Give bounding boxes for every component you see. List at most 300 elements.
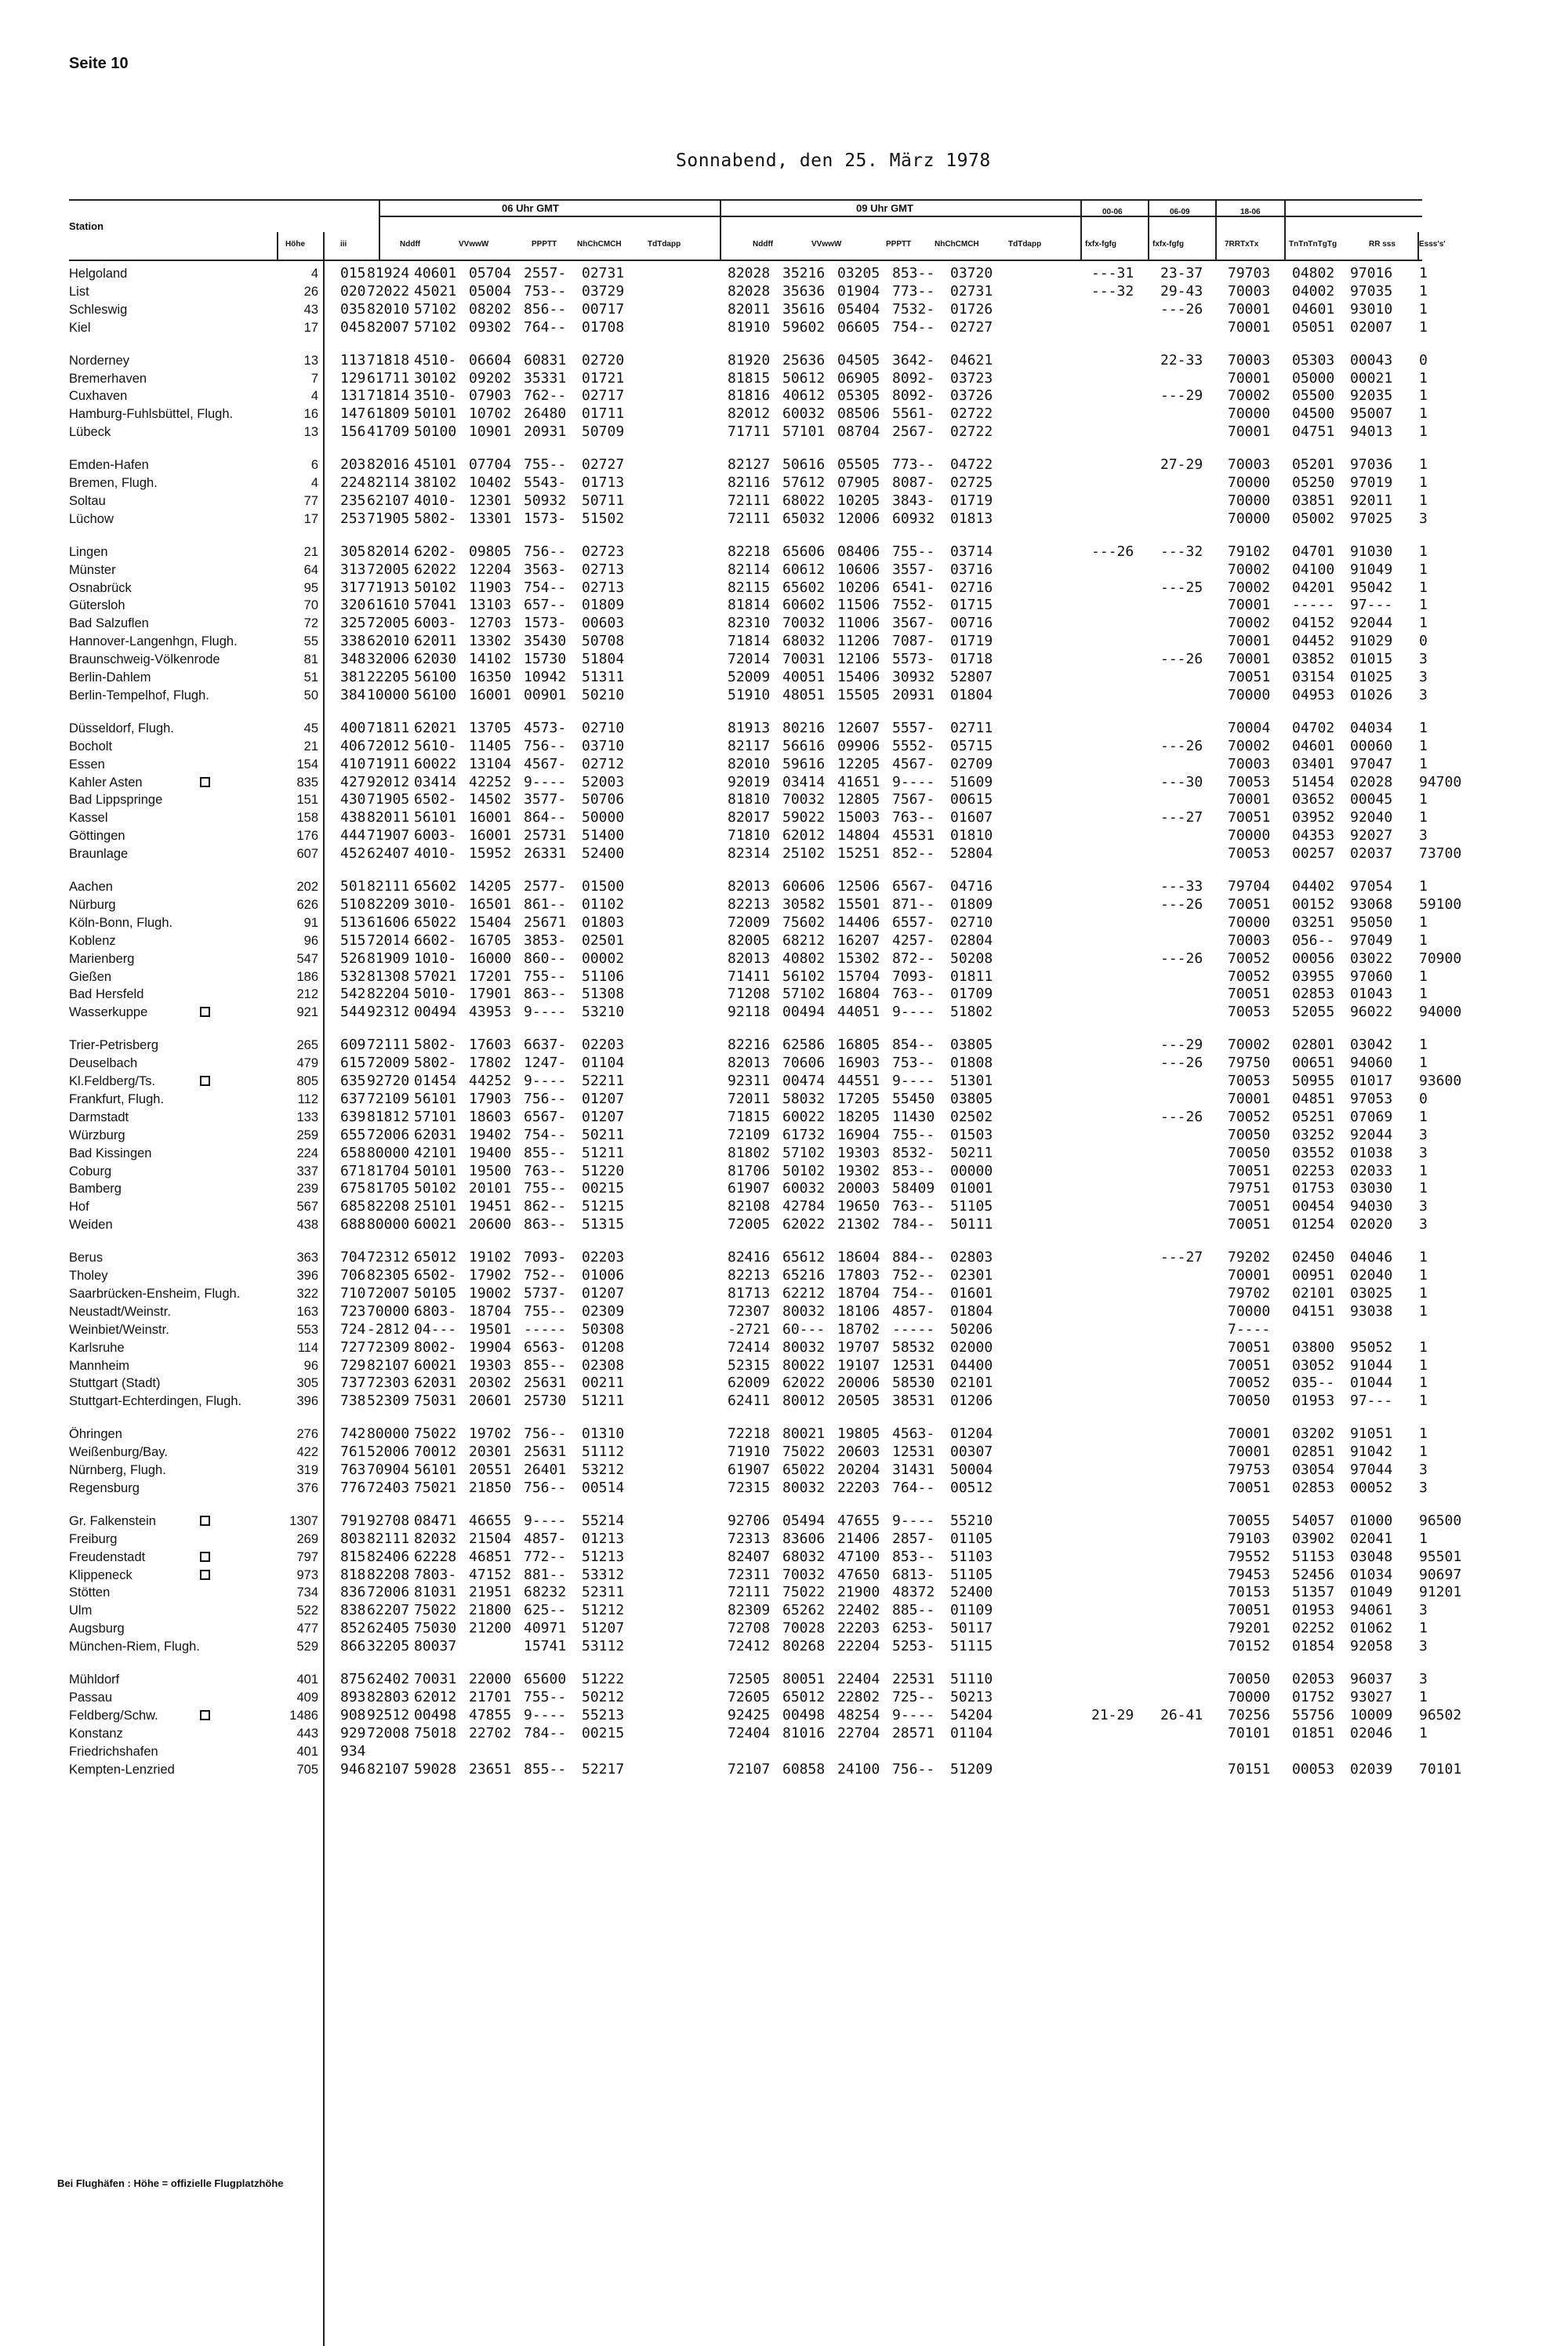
- station-name: Aachen: [69, 880, 113, 894]
- cell-g2: ---27: [1160, 809, 1203, 826]
- cell-t09: 01813: [950, 510, 993, 527]
- cell-g5: 02033: [1350, 1162, 1393, 1179]
- cell-g5: 93010: [1350, 300, 1393, 318]
- cell-g3: 70050: [1228, 1126, 1271, 1143]
- cell-g3: 70003: [1228, 282, 1271, 300]
- cell-p09: 19650: [837, 1198, 880, 1215]
- station-height: 265: [296, 1038, 318, 1053]
- cell-g3: 70001: [1228, 597, 1271, 614]
- cell-c09: 2567-: [892, 423, 935, 441]
- cell-g4: 00056: [1292, 950, 1335, 967]
- cell-iii: 671: [340, 1162, 366, 1179]
- station-height: 96: [303, 1358, 318, 1373]
- cell-c09: 5573-: [892, 651, 935, 668]
- cell-t06: 01310: [582, 1425, 625, 1443]
- cell-c06: 752--: [524, 1267, 567, 1284]
- cell-n09: 71810: [728, 827, 771, 844]
- cell-n06: 92512: [367, 1706, 410, 1723]
- cell-t09: 02727: [950, 318, 993, 336]
- cell-p09: 20603: [837, 1444, 880, 1461]
- cell-g4: 00053: [1292, 1760, 1335, 1778]
- mountain-station-square-icon: [200, 1552, 210, 1562]
- cell-p09: 14406: [837, 913, 880, 931]
- cell-iii: 320: [340, 597, 366, 614]
- cell-v06: 56101: [414, 1090, 457, 1107]
- station-name: Berlin-Tempelhof, Flugh.: [69, 688, 209, 703]
- cell-c09: 854--: [892, 1037, 935, 1054]
- station-height: 1486: [289, 1708, 318, 1723]
- cell-v06: 56100: [414, 669, 457, 685]
- cell-g4: 04601: [1292, 300, 1335, 318]
- cell-v09: 75022: [782, 1444, 826, 1461]
- table-row: [0, 932, 1568, 950]
- cell-g2: 26-41: [1160, 1706, 1203, 1723]
- cell-p06: 19402: [469, 1126, 512, 1143]
- station-name: Stuttgart (Stadt): [69, 1376, 161, 1391]
- cell-n06: 82803: [367, 1688, 410, 1705]
- cell-g2: ---25: [1160, 579, 1203, 596]
- table-row: [0, 283, 1568, 300]
- station-name: Braunlage: [69, 847, 129, 862]
- cell-t09: 02804: [950, 932, 993, 949]
- cell-c09: 755--: [892, 1126, 935, 1143]
- table-row: [0, 914, 1568, 932]
- cell-v06: 6003-: [414, 615, 457, 632]
- cell-p09: 04505: [837, 351, 880, 369]
- cell-v09: 68032: [782, 633, 826, 650]
- cell-g3: 70003: [1228, 456, 1271, 474]
- cell-t09: 50004: [950, 1462, 993, 1478]
- cell-g3: 70000: [1228, 1302, 1271, 1320]
- cell-n09: 82005: [728, 932, 771, 949]
- cell-g3: 70000: [1228, 492, 1271, 509]
- cell-c09: 48372: [892, 1584, 935, 1601]
- cell-g6: 1: [1419, 265, 1428, 281]
- cell-v06: 50100: [414, 423, 457, 441]
- station-height: 45: [303, 721, 318, 735]
- cell-c09: 7532-: [892, 300, 935, 318]
- cell-v09: 40612: [782, 387, 826, 405]
- cell-t09: 01709: [950, 986, 993, 1003]
- cell-n09: 62411: [728, 1393, 771, 1410]
- cell-p09: 19303: [837, 1144, 880, 1161]
- station-height: 797: [296, 1549, 318, 1564]
- cell-n06: 72006: [367, 1126, 410, 1143]
- mountain-station-square-icon: [200, 1007, 210, 1017]
- cell-t06: 51804: [582, 651, 625, 668]
- cell-g5: 91030: [1350, 543, 1393, 560]
- cell-p06: 07704: [469, 456, 512, 474]
- cell-v06: 57102: [414, 318, 457, 336]
- cell-g2: ---29: [1160, 387, 1203, 405]
- station-name: Osnabrück: [69, 580, 132, 595]
- cell-c06: 00901: [524, 686, 567, 703]
- cell-g5: 97035: [1350, 282, 1393, 300]
- station-name: Kassel: [69, 811, 108, 826]
- cell-n09: 72307: [728, 1302, 771, 1320]
- station-height: 21: [303, 739, 318, 754]
- cell-n06: 71818: [367, 351, 410, 369]
- cell-iii: 313: [340, 561, 366, 578]
- cell-v06: 62030: [414, 651, 457, 668]
- cell-iii: 803: [340, 1530, 366, 1547]
- cell-g5: 91042: [1350, 1444, 1393, 1461]
- cell-c06: 763--: [524, 1162, 567, 1179]
- station-name: Marienberg: [69, 951, 135, 966]
- cell-v06: 45021: [414, 282, 457, 300]
- table-row: [0, 1567, 1568, 1584]
- cell-p09: 10206: [837, 579, 880, 596]
- header-00-06: 00-06: [1102, 208, 1123, 216]
- cell-g5: 01049: [1350, 1584, 1393, 1601]
- cell-g4: 02801: [1292, 1037, 1335, 1054]
- cell-p09: 47100: [837, 1548, 880, 1565]
- cell-g4: 03401: [1292, 755, 1335, 772]
- cell-g1: ---32: [1091, 282, 1134, 300]
- cell-v09: 70606: [782, 1055, 826, 1072]
- cell-g3: 70001: [1228, 300, 1271, 318]
- cell-c09: 754--: [892, 1284, 935, 1302]
- cell-n09: 52315: [728, 1356, 771, 1374]
- cell-g5: 96022: [1350, 1004, 1393, 1021]
- cell-n09: 82416: [728, 1249, 771, 1266]
- cell-g6: 1: [1419, 932, 1428, 949]
- station-name: Weiden: [69, 1218, 113, 1233]
- cell-n06: 72022: [367, 282, 410, 300]
- cell-t06: 52211: [582, 1073, 625, 1089]
- station-height: 705: [296, 1762, 318, 1777]
- cell-g6: 3: [1419, 1198, 1428, 1215]
- cell-t06: 50308: [582, 1320, 625, 1338]
- cell-c09: 20931: [892, 686, 935, 703]
- cell-g6: 1: [1419, 492, 1428, 509]
- table-row: [0, 1216, 1568, 1233]
- cell-g6: 1: [1419, 878, 1428, 895]
- cell-n06: 80000: [367, 1216, 410, 1233]
- cell-c06: 784--: [524, 1724, 567, 1741]
- header-col09-nhch: NhChCMCH: [935, 240, 979, 249]
- cell-v09: 70032: [782, 1566, 826, 1583]
- cell-iii: 791: [340, 1512, 366, 1529]
- cell-g4: 02053: [1292, 1671, 1335, 1687]
- table-row: [0, 405, 1568, 423]
- cell-n09: 92706: [728, 1512, 771, 1529]
- cell-t06: 52003: [582, 773, 625, 790]
- cell-iii: 544: [340, 1004, 366, 1021]
- station-name: Bamberg: [69, 1182, 122, 1197]
- station-name: Stuttgart-Echterdingen, Flugh.: [69, 1394, 242, 1409]
- cell-c09: 58409: [892, 1180, 935, 1197]
- cell-g2: ---33: [1160, 878, 1203, 895]
- table-row: [0, 1109, 1568, 1126]
- cell-t09: 01109: [950, 1602, 993, 1619]
- cell-t09: 55210: [950, 1512, 993, 1529]
- cell-n06: 82305: [367, 1267, 410, 1284]
- station-height: 553: [296, 1322, 318, 1337]
- cell-c06: 20931: [524, 423, 567, 441]
- cell-t06: 50000: [582, 809, 625, 826]
- cell-n06: 81812: [367, 1108, 410, 1125]
- cell-n06: 72008: [367, 1724, 410, 1741]
- cell-v06: 75022: [414, 1425, 457, 1443]
- cell-g5: 01026: [1350, 686, 1393, 703]
- table-row: [0, 968, 1568, 986]
- cell-g4: 03154: [1292, 669, 1335, 685]
- cell-c06: 65600: [524, 1671, 567, 1687]
- cell-iii: 710: [340, 1284, 366, 1302]
- cell-iii: 444: [340, 827, 366, 844]
- cell-n06: 92012: [367, 773, 410, 790]
- cell-c09: 725--: [892, 1688, 935, 1705]
- cell-p09: 01904: [837, 282, 880, 300]
- cell-n06: 82111: [367, 878, 410, 895]
- cell-g4: 00152: [1292, 895, 1335, 913]
- header-06-09: 06-09: [1170, 208, 1190, 216]
- cell-n09: 82407: [728, 1548, 771, 1565]
- cell-n09: 81810: [728, 791, 771, 808]
- cell-t09: 02722: [950, 423, 993, 441]
- cell-t06: 51222: [582, 1671, 625, 1687]
- cell-v06: 75021: [414, 1479, 457, 1496]
- station-height: 43: [303, 302, 318, 317]
- cell-t09: 50206: [950, 1320, 993, 1338]
- cell-g6: 1: [1419, 579, 1428, 596]
- cell-t06: 01500: [582, 878, 625, 895]
- cell-p09: 09906: [837, 737, 880, 754]
- cell-p09: 05305: [837, 387, 880, 405]
- cell-c06: 35430: [524, 633, 567, 650]
- cell-g5: 93068: [1350, 895, 1393, 913]
- table-row: [0, 265, 1568, 282]
- station-height: 81: [303, 652, 318, 667]
- cell-c09: 60932: [892, 510, 935, 527]
- station-height: 409: [296, 1690, 318, 1705]
- cell-g4: 05051: [1292, 318, 1335, 336]
- cell-t06: 53312: [582, 1566, 625, 1583]
- cell-c09: 872--: [892, 950, 935, 967]
- cell-n09: 82127: [728, 456, 771, 474]
- cell-g4: 01752: [1292, 1688, 1335, 1705]
- header-18-06: 18-06: [1240, 208, 1261, 216]
- cell-g4: 51454: [1292, 773, 1335, 790]
- cell-v09: 80032: [782, 1338, 826, 1356]
- cell-n09: 72218: [728, 1425, 771, 1443]
- cell-n06: 61606: [367, 913, 410, 931]
- cell-n09: 72313: [728, 1530, 771, 1547]
- table-row: [0, 791, 1568, 808]
- cell-t06: 50709: [582, 423, 625, 441]
- cell-t06: 01713: [582, 474, 625, 491]
- table-row: [0, 1267, 1568, 1284]
- cell-v06: 8002-: [414, 1338, 457, 1356]
- cell-g4: 05303: [1292, 351, 1335, 369]
- cell-t09: 01809: [950, 895, 993, 913]
- station-name: Kiel: [69, 320, 91, 335]
- cell-c06: 1247-: [524, 1055, 567, 1072]
- cell-v06: 70012: [414, 1444, 457, 1461]
- cell-iii: 224: [340, 474, 366, 491]
- cell-p06: 22000: [469, 1671, 512, 1687]
- table-row: [0, 1198, 1568, 1215]
- station-name: Feldberg/Schw.: [69, 1708, 158, 1723]
- station-name: Gießen: [69, 969, 112, 984]
- station-name: Cuxhaven: [69, 389, 128, 404]
- cell-t09: 01808: [950, 1055, 993, 1072]
- cell-g4: 03202: [1292, 1425, 1335, 1443]
- cell-v06: 62021: [414, 719, 457, 736]
- cell-c09: 12531: [892, 1356, 935, 1374]
- cell-g3: 70001: [1228, 369, 1271, 387]
- cell-c06: 25671: [524, 913, 567, 931]
- cell-p06: 11903: [469, 579, 512, 596]
- cell-g5: 01044: [1350, 1375, 1393, 1392]
- cell-t09: 50117: [950, 1620, 993, 1637]
- cell-v09: 60032: [782, 1180, 826, 1197]
- cell-iii: 317: [340, 579, 366, 596]
- station-height: 176: [296, 829, 318, 844]
- cell-c09: 6557-: [892, 913, 935, 931]
- station-name: Darmstadt: [69, 1109, 129, 1124]
- station-name: Bocholt: [69, 739, 113, 754]
- table-row: [0, 1620, 1568, 1637]
- cell-c06: 756--: [524, 1479, 567, 1496]
- station-name: Norderney: [69, 353, 130, 368]
- cell-p09: 22404: [837, 1671, 880, 1687]
- cell-v06: 6202-: [414, 543, 457, 560]
- cell-g6: 93600: [1419, 1073, 1462, 1089]
- cell-p09: 20204: [837, 1462, 880, 1478]
- cell-p09: 17205: [837, 1090, 880, 1107]
- cell-g6: 1: [1419, 755, 1428, 772]
- cell-v06: 56101: [414, 809, 457, 826]
- cell-g6: 70900: [1419, 950, 1462, 967]
- cell-v09: 62022: [782, 1216, 826, 1233]
- header-06-gmt: 06 Uhr GMT: [502, 202, 559, 214]
- cell-t09: 01719: [950, 633, 993, 650]
- cell-g3: 70000: [1228, 405, 1271, 423]
- cell-g2: ---26: [1160, 1108, 1203, 1125]
- cell-g2: 27-29: [1160, 456, 1203, 474]
- cell-v06: 60022: [414, 755, 457, 772]
- cell-n06: 71811: [367, 719, 410, 736]
- table-row: [0, 1037, 1568, 1054]
- cell-iii: 438: [340, 809, 366, 826]
- cell-p06: 19702: [469, 1425, 512, 1443]
- cell-t06: 51502: [582, 510, 625, 527]
- cell-n06: 52309: [367, 1393, 410, 1410]
- cell-p09: 15704: [837, 968, 880, 985]
- cell-v06: 5010-: [414, 986, 457, 1003]
- cell-n09: 81910: [728, 318, 771, 336]
- cell-c09: 8087-: [892, 474, 935, 491]
- cell-p09: 15003: [837, 809, 880, 826]
- cell-iii: 852: [340, 1620, 366, 1637]
- cell-t06: 01207: [582, 1090, 625, 1107]
- cell-v09: 05494: [782, 1512, 826, 1529]
- cell-p06: 16001: [469, 686, 512, 703]
- cell-t09: 01726: [950, 300, 993, 318]
- cell-n06: 82209: [367, 895, 410, 913]
- cell-p06: 17802: [469, 1055, 512, 1072]
- station-height: 51: [303, 670, 318, 685]
- cell-c06: 855--: [524, 1760, 567, 1778]
- cell-v09: 80051: [782, 1671, 826, 1687]
- cell-g5: 95007: [1350, 405, 1393, 423]
- cell-c06: 755--: [524, 1180, 567, 1197]
- station-name: Kl.Feldberg/Ts.: [69, 1074, 156, 1088]
- cell-n09: 72109: [728, 1126, 771, 1143]
- cell-t06: 51311: [582, 669, 625, 685]
- cell-t09: 02000: [950, 1338, 993, 1356]
- cell-g3: 70256: [1228, 1706, 1271, 1723]
- cell-v06: 56100: [414, 686, 457, 703]
- cell-v06: 62031: [414, 1126, 457, 1143]
- cell-t09: 51105: [950, 1566, 993, 1583]
- cell-t06: 55214: [582, 1512, 625, 1529]
- cell-v09: 58032: [782, 1090, 826, 1107]
- cell-t09: 51115: [950, 1638, 993, 1655]
- cell-v09: 60602: [782, 597, 826, 614]
- cell-g1: ---31: [1091, 265, 1134, 281]
- cell-p09: 16903: [837, 1055, 880, 1072]
- table-row: [0, 1513, 1568, 1530]
- cell-v09: 65606: [782, 543, 826, 560]
- cell-v06: 42101: [414, 1144, 457, 1161]
- station-name: Saarbrücken-Ensheim, Flugh.: [69, 1286, 241, 1301]
- cell-v06: 56101: [414, 1462, 457, 1478]
- station-name: Frankfurt, Flugh.: [69, 1091, 165, 1106]
- cell-g3: 70153: [1228, 1584, 1271, 1601]
- cell-g5: 01043: [1350, 986, 1393, 1003]
- cell-v09: 40051: [782, 669, 826, 685]
- cell-n06: 70904: [367, 1462, 410, 1478]
- cell-p06: 13103: [469, 597, 512, 614]
- cell-t09: 01607: [950, 809, 993, 826]
- cell-g6: 1: [1419, 1724, 1428, 1741]
- cell-iii: 675: [340, 1180, 366, 1197]
- cell-p06: 21504: [469, 1530, 512, 1547]
- cell-t09: 00307: [950, 1444, 993, 1461]
- cell-iii: 532: [340, 968, 366, 985]
- cell-p09: 16804: [837, 986, 880, 1003]
- cell-c06: 10942: [524, 669, 567, 685]
- cell-t09: 52807: [950, 669, 993, 685]
- cell-c09: 6541-: [892, 579, 935, 596]
- cell-t09: 02709: [950, 755, 993, 772]
- cell-g5: 97044: [1350, 1462, 1393, 1478]
- cell-c06: 4573-: [524, 719, 567, 736]
- cell-c06: 9----: [524, 1004, 567, 1021]
- cell-v06: 62031: [414, 1375, 457, 1392]
- cell-g5: 03022: [1350, 950, 1393, 967]
- cell-p09: 22204: [837, 1638, 880, 1655]
- cell-p06: 12301: [469, 492, 512, 509]
- cell-iii: 866: [340, 1638, 366, 1655]
- cell-g6: 96500: [1419, 1512, 1462, 1529]
- table-row: [0, 1531, 1568, 1548]
- cell-t06: 55213: [582, 1706, 625, 1723]
- cell-g4: 51357: [1292, 1584, 1335, 1601]
- cell-p09: 20006: [837, 1375, 880, 1392]
- cell-n09: 82213: [728, 1267, 771, 1284]
- cell-p06: 17902: [469, 1267, 512, 1284]
- cell-n09: 81706: [728, 1162, 771, 1179]
- table-row: [0, 1671, 1568, 1688]
- cell-g2: 23-37: [1160, 265, 1203, 281]
- cell-n06: 71905: [367, 791, 410, 808]
- cell-g3: 70002: [1228, 387, 1271, 405]
- cell-p09: 15505: [837, 686, 880, 703]
